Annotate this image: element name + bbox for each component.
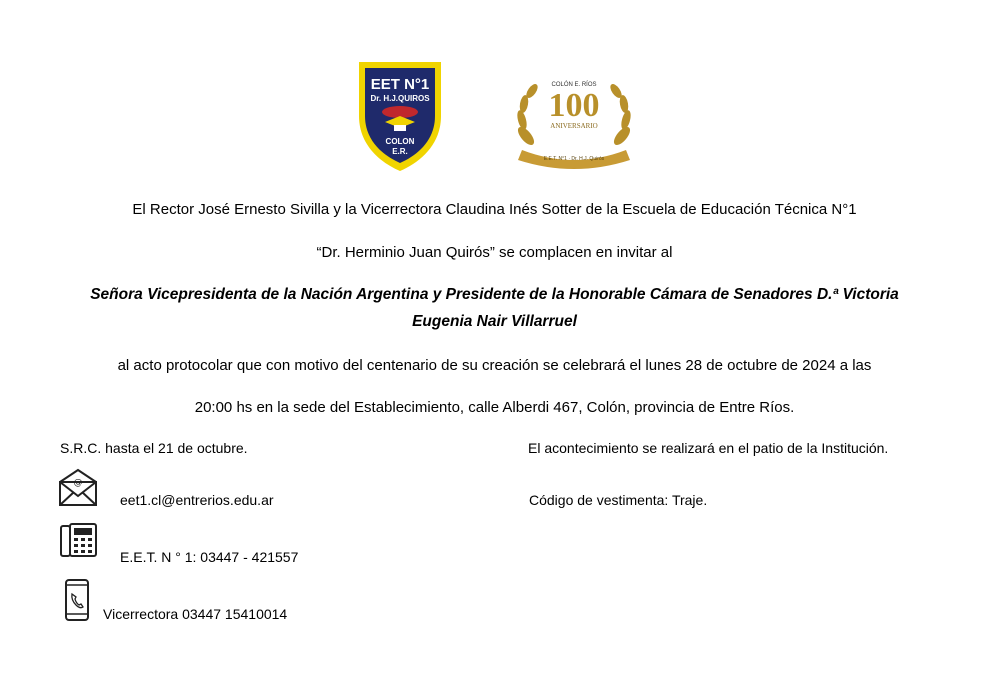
shield-line1: EET N°1	[370, 76, 430, 93]
anniversary-logo	[512, 70, 636, 172]
anniversary-number: 100	[548, 87, 600, 124]
honoree-line-1: Señora Vicepresidenta de la Nación Argentina y Presidente de la Honorable Cámara de Senadores D.ª Victoria	[90, 286, 899, 303]
honoree-line-2: Eugenia Nair Villarruel	[412, 313, 577, 330]
invitation-line-4: 20:00 hs en la sede del Establecimiento, calle Alberdi 467, Colón, provincia de Entre Ríos.	[194, 399, 795, 416]
invitation-line-2: “Dr. Herminio Juan Quirós” se complacen en invitar al	[316, 244, 673, 261]
anniversary-top-text: COLÓN E. RÍOS	[551, 82, 597, 88]
invitation-line-1: El Rector José Ernesto Sivilla y la Vicerrectora Claudina Inés Sotter de la Escuela de Educación Técnica N°1	[132, 201, 857, 218]
desk-phone-icon	[60, 522, 98, 558]
anniversary-word: ANIVERSARIO	[550, 122, 598, 130]
anniversary-ribbon-text: E.E.T. N°1 · Dr. H.J. Quirós	[543, 156, 605, 162]
mobile-phone-icon	[64, 578, 90, 622]
school-phone-text: E.E.T. N ° 1: 03447 - 421557	[120, 549, 299, 565]
school-shield-logo	[355, 58, 445, 174]
envelope-icon	[58, 468, 98, 508]
shield-line3: COLON	[385, 137, 415, 146]
shield-line4: E.R.	[392, 147, 408, 156]
venue-text: El acontecimiento se realizará en el patio de la Institución.	[528, 440, 889, 456]
email-link[interactable]: eet1.cl@entrerios.edu.ar	[120, 492, 274, 508]
rsvp-text: S.R.C. hasta el 21 de octubre.	[60, 440, 248, 456]
svg-text:@: @	[73, 478, 83, 488]
shield-line2: Dr. H.J.QUIROS	[370, 94, 430, 103]
vice-rector-phone-text: Vicerrectora 03447 15410014	[103, 606, 288, 622]
invitation-line-3: al acto protocolar que con motivo del centenario de su creación se celebrará el lunes 28 de octubre de 2024 a las	[117, 357, 872, 374]
dress-code-text: Código de vestimenta: Traje.	[529, 492, 708, 508]
